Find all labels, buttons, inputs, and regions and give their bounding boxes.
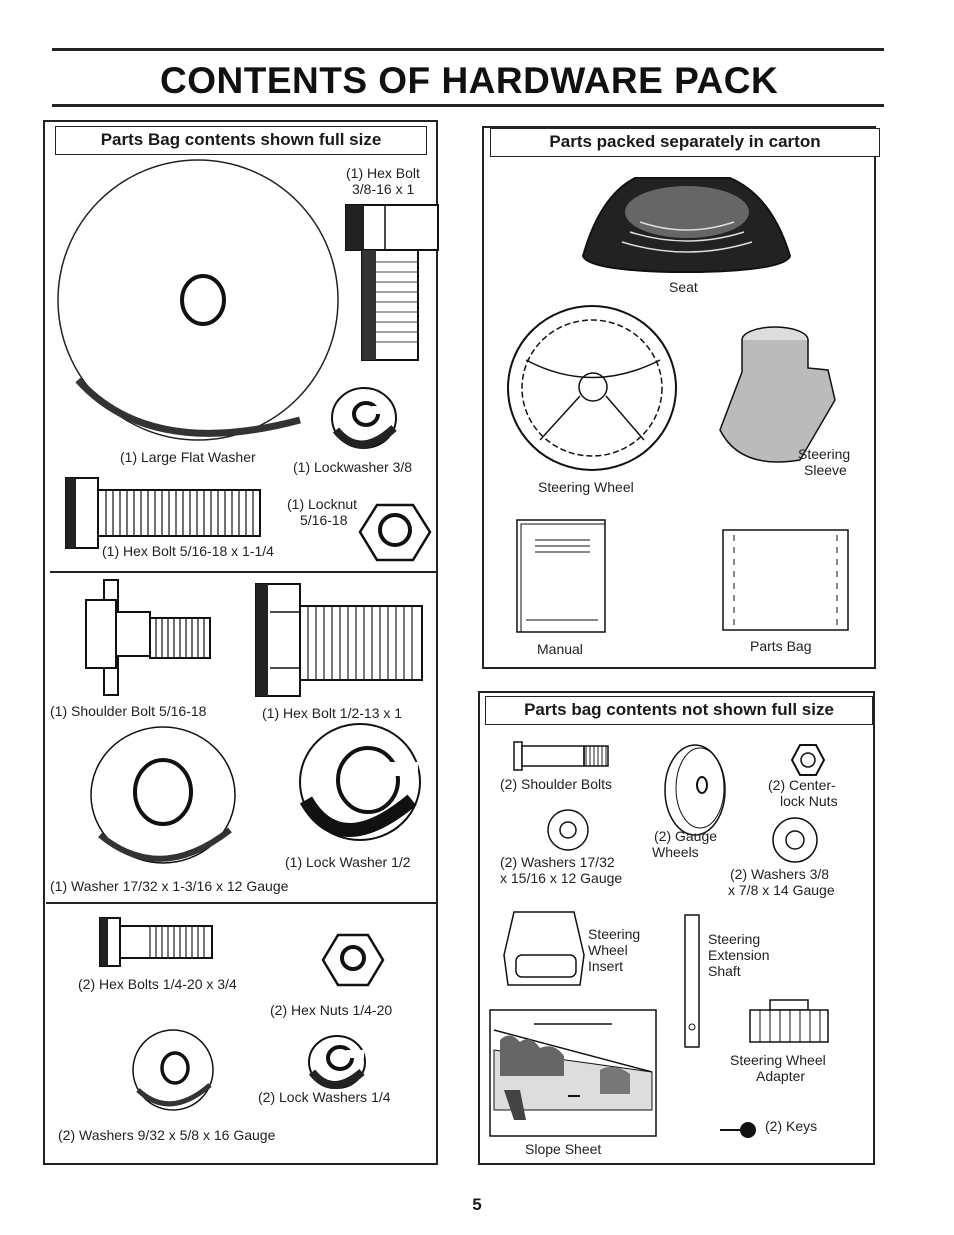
large-flat-washer-label: (1) Large Flat Washer [120, 449, 256, 465]
steering-sleeve-label: Steering [798, 446, 851, 462]
locknut-label: (1) Locknut [287, 496, 358, 512]
gauge-wheels-label: (2) Gauge [654, 828, 718, 844]
center-lock-nuts-label-2: lock Nuts [780, 793, 838, 809]
locknut-size: 5/16-18 [300, 512, 348, 528]
parts-bag-label: Parts Bag [750, 638, 812, 654]
steering-wheel-adapter-label-2: Adapter [756, 1068, 806, 1084]
lock-washers-1-4-label: (2) Lock Washers 1/4 [258, 1089, 391, 1105]
lockwasher-3-8-label: (1) Lockwasher 3/8 [293, 459, 413, 475]
steering-wheel-insert-label-2: Wheel [588, 942, 628, 958]
shoulder-bolts-label: (2) Shoulder Bolts [500, 776, 613, 792]
center-lock-nuts-label: (2) Center- [768, 777, 836, 793]
hex-bolt-3-8-label: (1) Hex Bolt [346, 165, 420, 181]
slope-sheet-label: Slope Sheet [525, 1141, 602, 1157]
steering-extension-shaft-label-3: Shaft [708, 963, 741, 979]
washers-9-32-label: (2) Washers 9/32 x 5/8 x 16 Gauge [58, 1127, 276, 1143]
manual-label: Manual [537, 641, 583, 657]
page-number: 5 [472, 1195, 482, 1214]
steering-wheel-insert-label-3: Insert [588, 958, 624, 974]
steering-extension-shaft-label: Steering [708, 931, 761, 947]
keys-label: (2) Keys [765, 1118, 818, 1134]
hex-bolts-1-4-label: (2) Hex Bolts 1/4-20 x 3/4 [78, 976, 237, 992]
not-full-size-panel-header: Parts bag contents not shown full size [485, 696, 873, 725]
lock-washer-1-2-label: (1) Lock Washer 1/2 [285, 854, 411, 870]
steering-wheel-insert-label: Steering [588, 926, 641, 942]
washers-3-8-label: (2) Washers 3/8 [730, 866, 830, 882]
full-size-panel-header: Parts Bag contents shown full size [55, 126, 427, 155]
steering-wheel-label: Steering Wheel [538, 479, 634, 495]
steering-extension-shaft-label-2: Extension [708, 947, 770, 963]
steering-wheel-adapter-label: Steering Wheel [730, 1052, 826, 1068]
seat-label: Seat [669, 279, 698, 295]
washer-17-32-label: (1) Washer 17/32 x 1-3/16 x 12 Gauge [50, 878, 289, 894]
steering-sleeve-label-2: Sleeve [804, 462, 847, 478]
washers-17-32-label-2: x 15/16 x 12 Gauge [500, 870, 623, 886]
carton-panel-header: Parts packed separately in carton [490, 128, 880, 157]
hex-bolt-5-16-label: (1) Hex Bolt 5/16-18 x 1-1/4 [102, 543, 274, 559]
hex-bolt-1-2-label: (1) Hex Bolt 1/2-13 x 1 [262, 705, 403, 721]
washers-3-8-label-2: x 7/8 x 14 Gauge [728, 882, 835, 898]
gauge-wheels-label-2: Wheels [652, 844, 699, 860]
hex-bolt-3-8-size: 3/8-16 x 1 [352, 181, 415, 197]
shoulder-bolt-label: (1) Shoulder Bolt 5/16-18 [50, 703, 207, 719]
page-title: CONTENTS OF HARDWARE PACK [160, 60, 779, 101]
hex-nuts-1-4-label: (2) Hex Nuts 1/4-20 [270, 1002, 393, 1018]
washers-17-32-label: (2) Washers 17/32 [500, 854, 615, 870]
